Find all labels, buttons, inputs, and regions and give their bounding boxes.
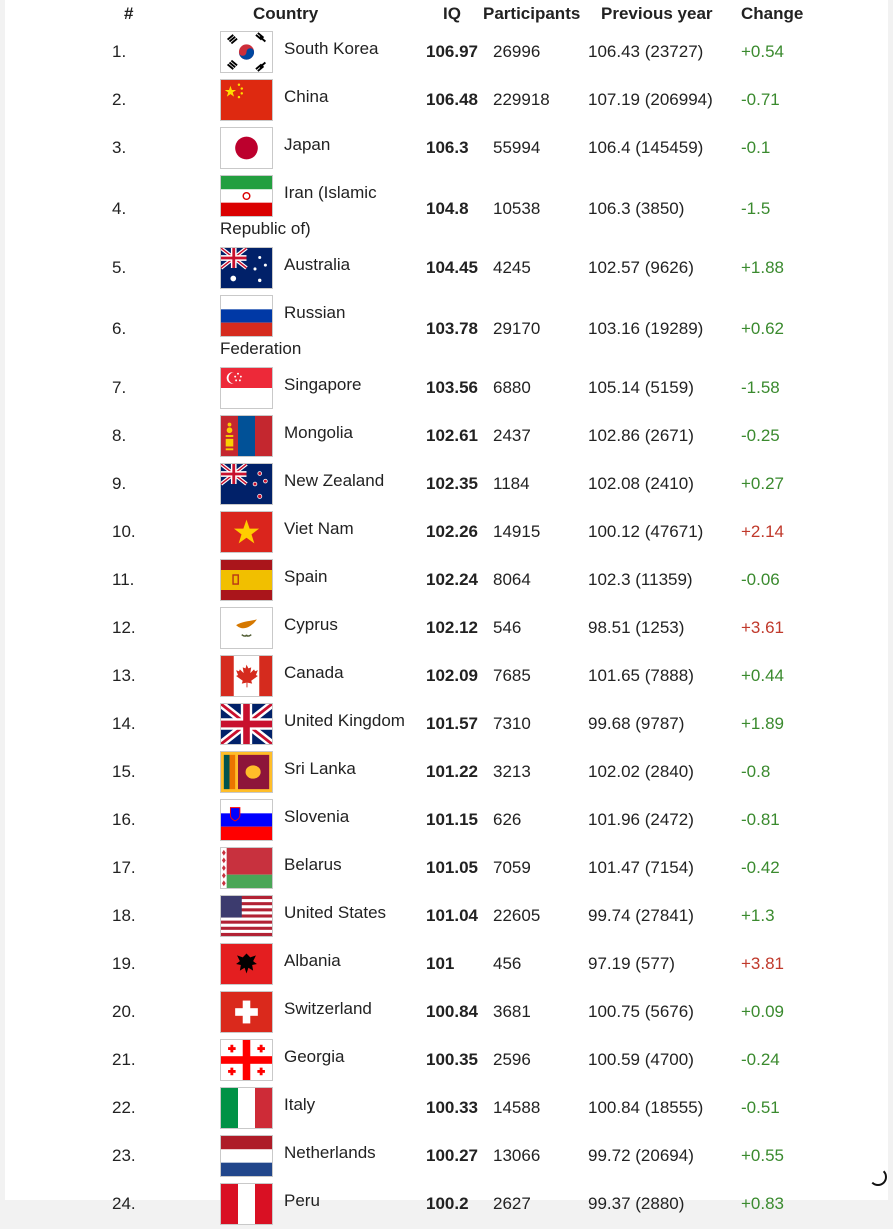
country-name: Netherlands [284,1143,376,1162]
rank-cell: 21. [112,1050,136,1069]
country-name: Viet Nam [284,519,354,538]
previous-year-cell: 99.74 (27841) [588,906,694,925]
change-cell: +1.89 [741,714,785,733]
previous-year-cell: 105.14 (5159) [588,378,694,397]
change-cell: -0.24 [741,1050,780,1069]
rank-cell: 24. [112,1194,136,1213]
country-name: Spain [284,567,328,586]
participants-cell: 456 [493,954,522,973]
singapore-flag-icon [220,367,273,409]
country-name: New Zealand [284,471,385,490]
iq-cell: 100.27 [426,1146,478,1165]
table-row [5,365,888,413]
country-name: United States [284,903,387,922]
country-name: Cyprus [284,615,338,634]
iq-cell: 104.45 [426,258,478,277]
previous-year-cell: 102.3 (11359) [588,570,693,589]
iq-cell: 101.22 [426,762,478,781]
country-name: Iran (Islamic [284,183,377,202]
rank-cell: 10. [112,522,136,541]
table-row [5,845,888,893]
change-cell: +2.14 [741,522,785,541]
georgia-flag-icon [220,1039,273,1081]
rank-cell: 18. [112,906,136,925]
rank-cell: 14. [112,714,136,733]
table-row [5,1037,888,1085]
country-name: Georgia [284,1047,345,1066]
change-cell: -0.06 [741,570,780,589]
participants-cell: 1184 [493,474,530,493]
table-row [5,173,888,245]
country-name: Albania [284,951,341,970]
table-row [5,413,888,461]
header-rank: # [124,4,134,23]
table-row [5,557,888,605]
previous-year-cell: 100.75 (5676) [588,1002,694,1021]
iq-cell: 106.3 [426,138,469,157]
table-row [5,749,888,797]
country-name: Slovenia [284,807,350,826]
change-cell: +1.3 [741,906,775,925]
change-cell: -0.51 [741,1098,780,1117]
iq-cell: 100.35 [426,1050,478,1069]
table-row [5,701,888,749]
participants-cell: 2627 [493,1194,531,1213]
country-name: South Korea [284,39,379,58]
table-row [5,461,888,509]
italy-flag-icon [220,1087,273,1129]
participants-cell: 8064 [493,570,531,589]
change-cell: +0.62 [741,319,785,338]
vietnam-flag-icon [220,511,273,553]
participants-cell: 3681 [493,1002,531,1021]
rank-cell: 16. [112,810,136,829]
previous-year-cell: 101.96 (2472) [588,810,694,829]
rank-cell: 7. [112,378,127,397]
iq-cell: 104.8 [426,199,469,218]
change-cell: +0.09 [741,1002,785,1021]
rank-cell: 23. [112,1146,136,1165]
iq-cell: 102.35 [426,474,478,493]
rank-cell: 11. [112,570,135,589]
china-flag-icon [220,79,273,121]
participants-cell: 6880 [493,378,531,397]
participants-cell: 546 [493,618,522,637]
change-cell: +0.44 [741,666,785,685]
change-cell: -0.81 [741,810,780,829]
previous-year-cell: 101.65 (7888) [588,666,694,685]
iq-cell: 102.12 [426,618,478,637]
country-name: Switzerland [284,999,372,1018]
albania-flag-icon [220,943,273,985]
rank-cell: 1. [112,42,127,61]
previous-year-cell: 106.4 (145459) [588,138,704,157]
south-korea-flag-icon [220,31,273,73]
rank-cell: 5. [112,258,127,277]
rank-cell: 12. [112,618,136,637]
iq-cell: 102.24 [426,570,478,589]
rank-cell: 20. [112,1002,136,1021]
country-name: Peru [284,1191,320,1210]
table-row [5,293,888,365]
table-row [5,893,888,941]
rank-cell: 2. [112,90,127,109]
iran-flag-icon [220,175,273,217]
table-row [5,605,888,653]
rank-cell: 19. [112,954,136,973]
participants-cell: 7310 [493,714,531,733]
iq-cell: 101.05 [426,858,478,877]
change-cell: -0.71 [741,90,780,109]
change-cell: +0.83 [741,1194,785,1213]
participants-cell: 2437 [493,426,531,445]
participants-cell: 26996 [493,42,541,61]
previous-year-cell: 106.43 (23727) [588,42,704,61]
participants-cell: 7685 [493,666,531,685]
iq-cell: 101 [426,954,455,973]
table-row [5,1133,888,1181]
table-row [5,1181,888,1229]
spain-flag-icon [220,559,273,601]
rank-cell: 6. [112,319,127,338]
previous-year-cell: 99.72 (20694) [588,1146,694,1165]
participants-cell: 229918 [493,90,550,109]
participants-cell: 14915 [493,522,541,541]
header-change: Change [741,4,804,23]
previous-year-cell: 102.02 (2840) [588,762,694,781]
iq-cell: 102.26 [426,522,478,541]
table-row [5,653,888,701]
change-cell: -0.42 [741,858,780,877]
previous-year-cell: 101.47 (7154) [588,858,694,877]
change-cell: +3.61 [741,618,785,637]
participants-cell: 10538 [493,199,541,218]
iq-cell: 103.78 [426,319,478,338]
rank-cell: 8. [112,426,127,445]
header-participants: Participants [483,4,581,23]
cyprus-flag-icon [220,607,273,649]
country-name: Russian [284,303,346,322]
previous-year-cell: 100.12 (47671) [588,522,704,541]
iq-cell: 101.04 [426,906,478,925]
table-row [5,125,888,173]
participants-cell: 4245 [493,258,531,277]
header-iq: IQ [443,4,461,23]
change-cell: -0.25 [741,426,780,445]
rank-cell: 3. [112,138,127,157]
country-name-continued: Federation [220,339,302,358]
canada-flag-icon [220,655,273,697]
previous-year-cell: 102.08 (2410) [588,474,694,493]
previous-year-cell: 103.16 (19289) [588,319,704,338]
australia-flag-icon [220,247,273,289]
iq-cell: 101.15 [426,810,478,829]
iq-cell: 100.2 [426,1194,469,1213]
participants-cell: 7059 [493,858,531,877]
rank-cell: 9. [112,474,127,493]
sri-lanka-flag-icon [220,751,273,793]
participants-cell: 14588 [493,1098,541,1117]
change-cell: -1.58 [741,378,780,397]
iq-cell: 101.57 [426,714,478,733]
usa-flag-icon [220,895,273,937]
country-name: Italy [284,1095,316,1114]
country-name-continued: Republic of) [220,219,311,238]
peru-flag-icon [220,1183,273,1225]
participants-cell: 55994 [493,138,541,157]
change-cell: -1.5 [741,199,771,218]
participants-cell: 2596 [493,1050,531,1069]
belarus-flag-icon [220,847,273,889]
change-cell: +1.88 [741,258,785,277]
header-previous-year: Previous year [601,4,713,23]
previous-year-cell: 100.59 (4700) [588,1050,694,1069]
country-name: China [284,87,329,106]
previous-year-cell: 99.68 (9787) [588,714,685,733]
mongolia-flag-icon [220,415,273,457]
previous-year-cell: 106.3 (3850) [588,199,685,218]
change-cell: -0.1 [741,138,771,157]
rank-cell: 13. [112,666,136,685]
rank-cell: 4. [112,199,127,218]
participants-cell: 13066 [493,1146,541,1165]
netherlands-flag-icon [220,1135,273,1177]
country-name: Canada [284,663,344,682]
japan-flag-icon [220,127,273,169]
table-row [5,1085,888,1133]
country-name: Belarus [284,855,342,874]
participants-cell: 626 [493,810,522,829]
previous-year-cell: 102.57 (9626) [588,258,694,277]
slovenia-flag-icon [220,799,273,841]
rank-cell: 15. [112,762,136,781]
country-name: Sri Lanka [284,759,356,778]
previous-year-cell: 100.84 (18555) [588,1098,704,1117]
table-row [5,509,888,557]
loading-spinner-icon [869,1168,887,1186]
table-row [5,77,888,125]
country-name: Mongolia [284,423,353,442]
rank-cell: 22. [112,1098,136,1117]
participants-cell: 3213 [493,762,531,781]
participants-cell: 22605 [493,906,541,925]
previous-year-cell: 107.19 (206994) [588,90,713,109]
previous-year-cell: 99.37 (2880) [588,1194,685,1213]
change-cell: +0.54 [741,42,785,61]
iq-cell: 106.48 [426,90,478,109]
iq-cell: 102.09 [426,666,478,685]
participants-cell: 29170 [493,319,541,338]
change-cell: +3.81 [741,954,785,973]
switzerland-flag-icon [220,991,273,1033]
table-row [5,29,888,77]
previous-year-cell: 102.86 (2671) [588,426,694,445]
uk-flag-icon [220,703,273,745]
country-name: Japan [284,135,331,154]
previous-year-cell: 98.51 (1253) [588,618,685,637]
country-name: Singapore [284,375,362,394]
table-row [5,797,888,845]
iq-cell: 103.56 [426,378,478,397]
iq-cell: 106.97 [426,42,478,61]
change-cell: -0.8 [741,762,771,781]
header-country: Country [253,4,319,23]
change-cell: +0.55 [741,1146,785,1165]
iq-cell: 100.84 [426,1002,478,1021]
previous-year-cell: 97.19 (577) [588,954,675,973]
country-name: United Kingdom [284,711,405,730]
iq-cell: 102.61 [426,426,478,445]
iq-cell: 100.33 [426,1098,478,1117]
table-row [5,989,888,1037]
table-row [5,941,888,989]
new-zealand-flag-icon [220,463,273,505]
table-row [5,245,888,293]
change-cell: +0.27 [741,474,785,493]
rank-cell: 17. [112,858,136,877]
russia-flag-icon [220,295,273,337]
ranking-table [5,0,888,1213]
country-name: Australia [284,255,351,274]
